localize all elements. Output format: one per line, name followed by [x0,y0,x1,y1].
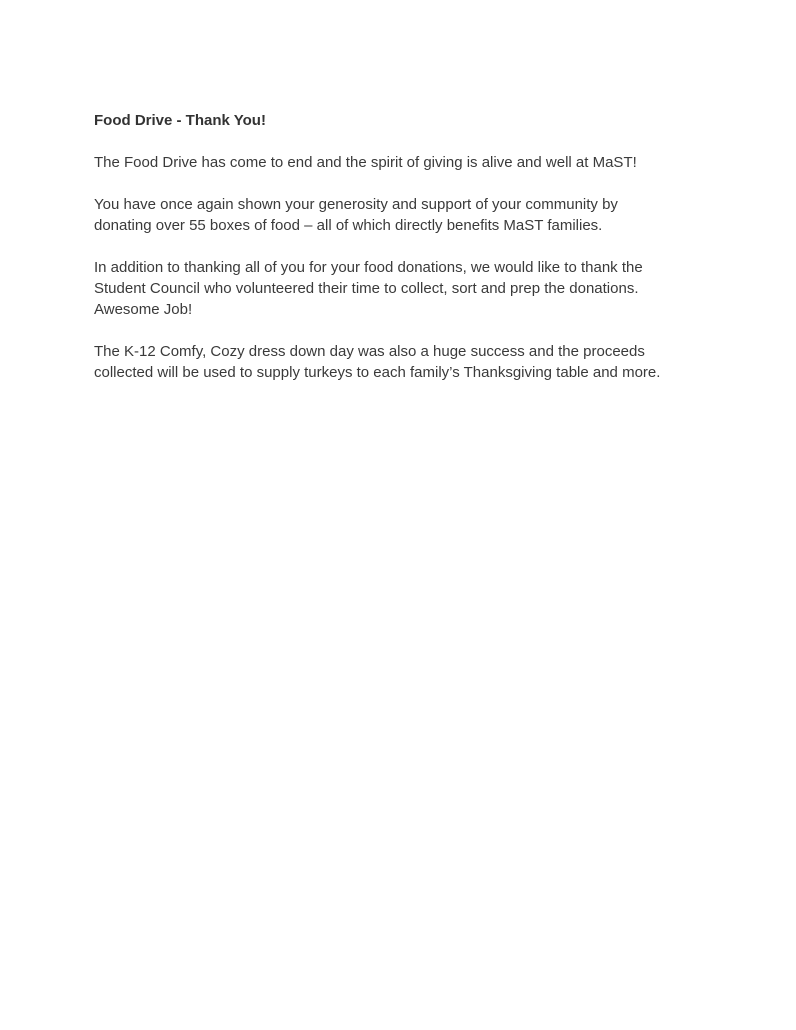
paragraph-line: collected will be used to supply turkeys to each family’s Thanksgiving table and more. [94,364,661,381]
paragraph-line: You have once again shown your generosity and support of your community by [94,196,618,213]
document-page [94,110,714,404]
paragraph-line: The Food Drive has come to end and the spirit of giving is alive and well at MaST! [94,154,637,171]
paragraph-line: The K-12 Comfy, Cozy dress down day was also a huge success and the proceeds [94,343,645,360]
paragraph-line: donating over 55 boxes of food – all of which directly benefits MaST families. [94,217,603,234]
document-title: Food Drive - Thank You! [94,112,266,129]
paragraph-dress-down-day [94,341,714,383]
paragraph-line: In addition to thanking all of you for your food donations, we would like to thank the [94,259,643,276]
paragraph-intro [94,152,714,173]
paragraph-donations [94,194,714,236]
paragraph-line: Student Council who volunteered their time to collect, sort and prep the donations. [94,280,639,297]
paragraph-line: Awesome Job! [94,301,193,318]
paragraph-student-council [94,257,714,320]
